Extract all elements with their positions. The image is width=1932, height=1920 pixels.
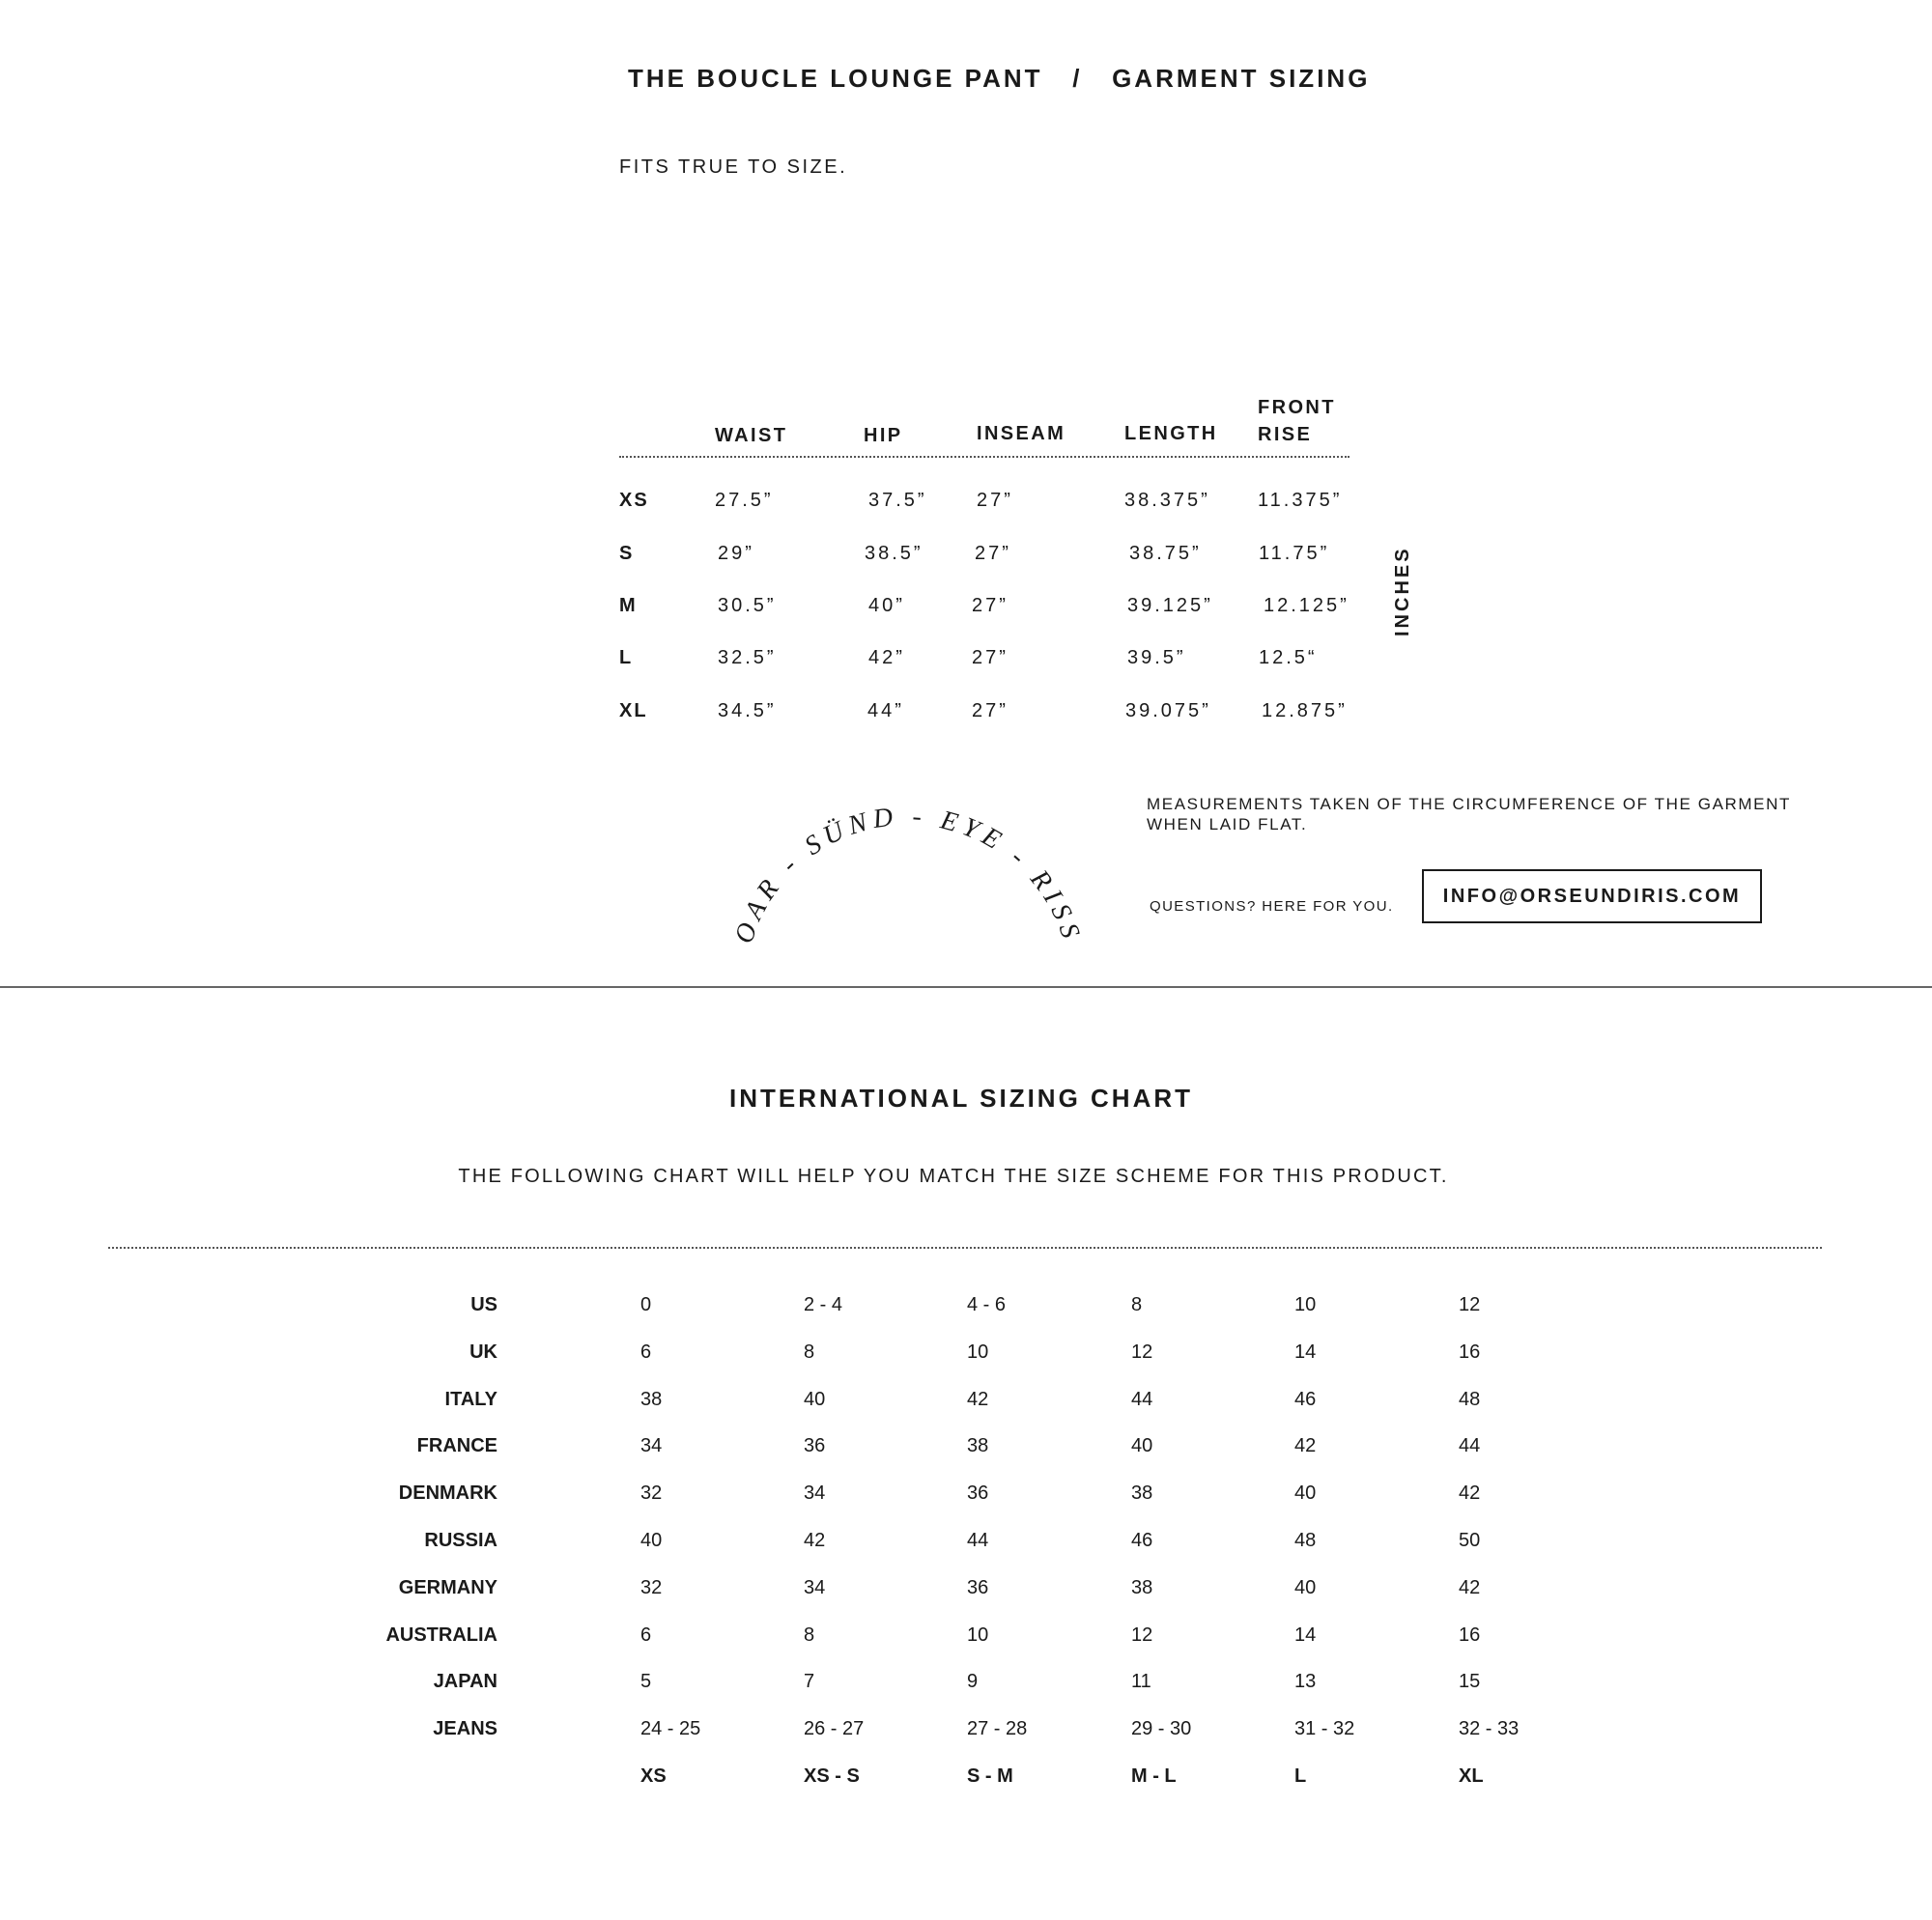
size-cell: 48	[1459, 1389, 1481, 1410]
size-cell: 40	[1294, 1482, 1317, 1504]
size-cell: 2 - 4	[804, 1294, 843, 1315]
size-cell: 38	[1131, 1577, 1153, 1598]
column-header-length: LENGTH	[1124, 423, 1218, 444]
country-label: JEANS	[433, 1718, 497, 1739]
size-cell: 50	[1459, 1530, 1481, 1551]
size-cell: 10	[967, 1624, 989, 1646]
measurement-inseam: 27”	[977, 490, 1013, 511]
measurement-waist: 34.5”	[718, 700, 777, 721]
size-cell: 14	[1294, 1341, 1317, 1363]
country-label: JAPAN	[433, 1671, 497, 1692]
size-cell: 44	[967, 1530, 989, 1551]
measurement-hip: 44”	[867, 700, 904, 721]
brand-logo	[715, 802, 1101, 995]
size-cell: 40	[1131, 1435, 1153, 1456]
size-cell: 13	[1294, 1671, 1317, 1692]
measurement-inseam: 27”	[972, 647, 1009, 668]
size-cell: 12	[1131, 1624, 1153, 1646]
column-header-waist: WAIST	[715, 425, 788, 446]
unit-label: INCHES	[1392, 546, 1413, 636]
size-cell: 42	[804, 1530, 826, 1551]
size-cell: 16	[1459, 1341, 1481, 1363]
size-cell: 46	[1294, 1389, 1317, 1410]
fit-note: FITS TRUE TO SIZE.	[619, 156, 848, 178]
size-cell: 40	[640, 1530, 663, 1551]
size-cell: 48	[1294, 1530, 1317, 1551]
size-cell: 31 - 32	[1294, 1718, 1355, 1739]
international-title: INTERNATIONAL SIZING CHART	[728, 1084, 1194, 1113]
measurement-hip: 37.5”	[868, 490, 927, 511]
size-cell: 5	[640, 1671, 652, 1692]
size-label: M	[619, 595, 638, 616]
measurement-front-rise: 12.125”	[1264, 595, 1350, 616]
svg-text:OAR - SÜND - EYE - RISS: OAR - SÜND - EYE - RISS	[728, 802, 1088, 947]
measurement-hip: 40”	[868, 595, 905, 616]
country-label: GERMANY	[398, 1577, 497, 1598]
size-cell: 10	[1294, 1294, 1317, 1315]
size-label: XL	[619, 700, 648, 721]
country-label: RUSSIA	[424, 1530, 497, 1551]
size-cell: 36	[967, 1482, 989, 1504]
size-cell: 8	[804, 1624, 815, 1646]
measurement-length: 38.75”	[1129, 543, 1202, 564]
measurement-length: 38.375”	[1124, 490, 1210, 511]
country-label: UK	[469, 1341, 497, 1363]
size-cell: 11	[1131, 1671, 1151, 1692]
size-cell: 42	[1459, 1577, 1481, 1598]
size-cell: 7	[804, 1671, 815, 1692]
size-cell: 44	[1459, 1435, 1481, 1456]
size-cell: 6	[640, 1624, 652, 1646]
measurement-inseam: 27”	[975, 543, 1011, 564]
column-header-hip: HIP	[864, 425, 903, 446]
country-label: AUSTRALIA	[385, 1624, 497, 1646]
size-cell: 46	[1131, 1530, 1153, 1551]
size-cell: 0	[640, 1294, 652, 1315]
size-cell: 9	[967, 1671, 979, 1692]
size-cell: 42	[967, 1389, 989, 1410]
size-cell: 8	[1131, 1294, 1143, 1315]
size-label: XS	[619, 490, 649, 511]
country-label: DENMARK	[398, 1482, 497, 1504]
size-code: XS - S	[804, 1765, 860, 1787]
size-cell: 6	[640, 1341, 652, 1363]
size-code: S - M	[967, 1765, 1013, 1787]
size-cell: 15	[1459, 1671, 1481, 1692]
international-divider	[108, 1247, 1822, 1249]
measurement-front-rise: 12.875”	[1262, 700, 1348, 721]
size-cell: 38	[640, 1389, 663, 1410]
size-cell: 34	[804, 1577, 826, 1598]
size-cell: 44	[1131, 1389, 1153, 1410]
size-cell: 12	[1131, 1341, 1153, 1363]
size-cell: 16	[1459, 1624, 1481, 1646]
size-cell: 40	[804, 1389, 826, 1410]
size-cell: 26 - 27	[804, 1718, 865, 1739]
size-cell: 42	[1459, 1482, 1481, 1504]
size-cell: 32 - 33	[1459, 1718, 1520, 1739]
measurement-note: MEASUREMENTS TAKEN OF THE CIRCUMFERENCE OF THE GARMENT WHEN LAID FLAT.	[1147, 795, 1791, 833]
measurement-front-rise: 11.75”	[1259, 543, 1330, 564]
size-cell: 8	[804, 1341, 815, 1363]
measurement-waist: 32.5”	[718, 647, 777, 668]
size-code: M - L	[1131, 1765, 1177, 1787]
size-cell: 14	[1294, 1624, 1317, 1646]
size-label: L	[619, 647, 634, 668]
size-cell: 4 - 6	[967, 1294, 1007, 1315]
header-divider	[619, 456, 1350, 458]
column-header-inseam: INSEAM	[977, 423, 1066, 444]
questions-label: QUESTIONS? HERE FOR YOU.	[1150, 898, 1394, 915]
size-cell: 27 - 28	[967, 1718, 1028, 1739]
size-cell: 29 - 30	[1131, 1718, 1192, 1739]
size-cell: 32	[640, 1482, 663, 1504]
size-code: L	[1294, 1765, 1307, 1787]
measurement-waist: 30.5”	[718, 595, 777, 616]
email-contact-button[interactable]: INFO@ORSEUNDIRIS.COM	[1422, 869, 1762, 923]
size-cell: 38	[1131, 1482, 1153, 1504]
size-cell: 34	[804, 1482, 826, 1504]
measurement-front-rise: 12.5“	[1259, 647, 1318, 668]
section-divider	[0, 986, 1932, 988]
size-cell: 40	[1294, 1577, 1317, 1598]
size-cell: 10	[967, 1341, 989, 1363]
size-cell: 38	[967, 1435, 989, 1456]
measurement-length: 39.075”	[1125, 700, 1211, 721]
measurement-waist: 27.5”	[715, 490, 774, 511]
measurement-length: 39.125”	[1127, 595, 1213, 616]
size-cell: 36	[804, 1435, 826, 1456]
column-header-front-rise: FRONT RISE	[1258, 397, 1336, 445]
measurement-inseam: 27”	[972, 595, 1009, 616]
size-cell: 42	[1294, 1435, 1317, 1456]
size-label: S	[619, 543, 635, 564]
measurement-hip: 38.5”	[865, 543, 923, 564]
size-cell: 12	[1459, 1294, 1481, 1315]
country-label: US	[470, 1294, 497, 1315]
measurement-front-rise: 11.375”	[1258, 490, 1343, 511]
size-cell: 32	[640, 1577, 663, 1598]
measurement-waist: 29”	[718, 543, 754, 564]
size-cell: 24 - 25	[640, 1718, 701, 1739]
country-label: FRANCE	[416, 1435, 497, 1456]
size-code: XS	[640, 1765, 667, 1787]
size-code: XL	[1459, 1765, 1484, 1787]
country-label: ITALY	[444, 1389, 497, 1410]
measurement-hip: 42”	[868, 647, 905, 668]
measurement-length: 39.5”	[1127, 647, 1186, 668]
size-cell: 34	[640, 1435, 663, 1456]
size-cell: 36	[967, 1577, 989, 1598]
measurement-inseam: 27”	[972, 700, 1009, 721]
international-subtitle: THE FOLLOWING CHART WILL HELP YOU MATCH THE SIZE SCHEME FOR THIS PRODUCT.	[458, 1166, 1449, 1187]
page-title: THE BOUCLE LOUNGE PANT / GARMENT SIZING	[628, 64, 1371, 93]
